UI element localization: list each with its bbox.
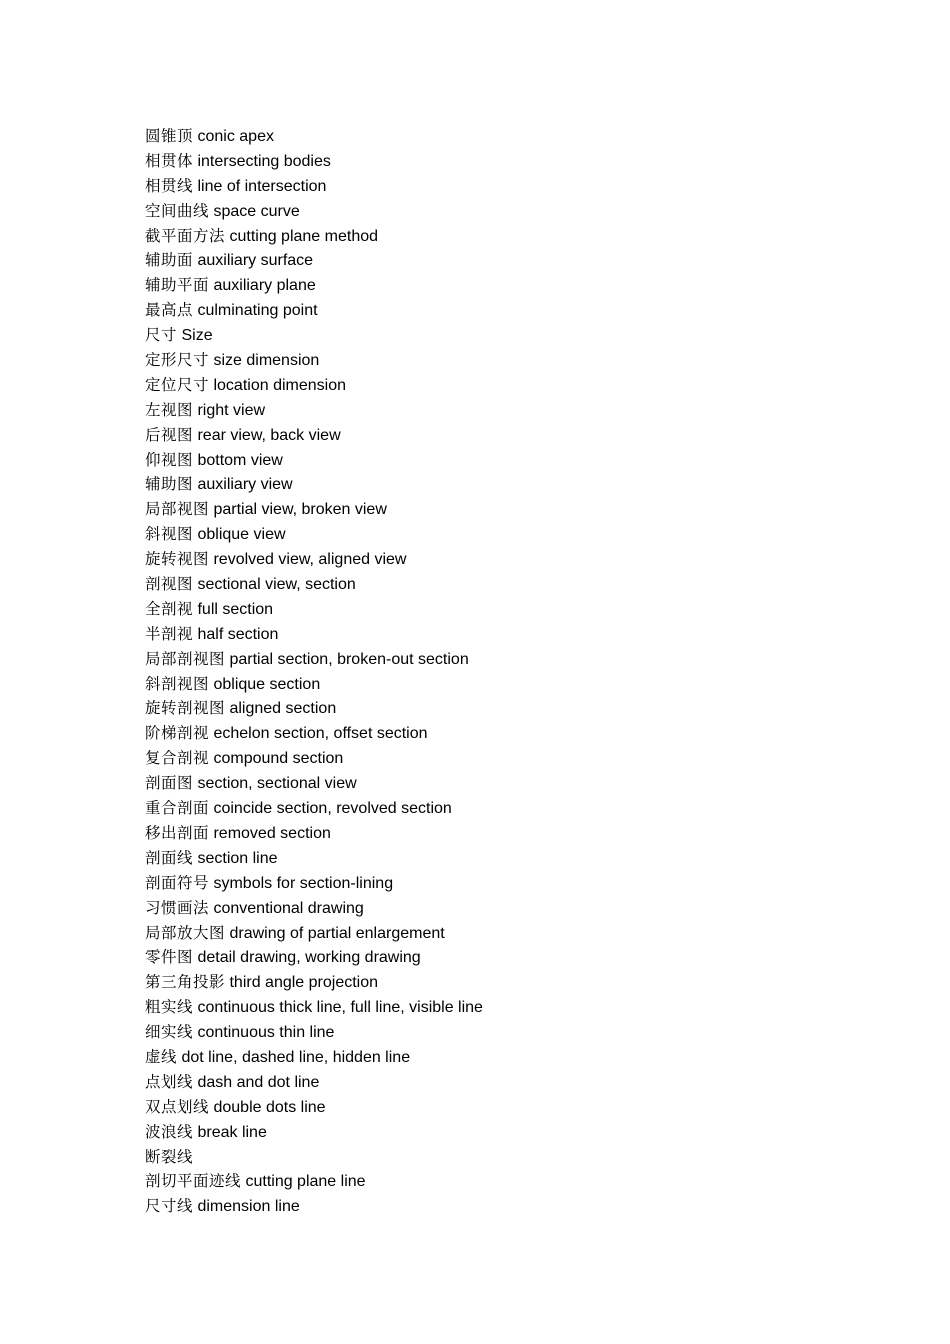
glossary-entry [145,423,483,448]
glossary-entry [145,597,483,622]
glossary-entry [145,1120,483,1145]
glossary-entry [145,921,483,946]
glossary-entry [145,896,483,921]
chinese-term: 复合剖视 [145,749,210,768]
english-term: echelon section, offset section [213,725,428,743]
glossary-entry [145,746,483,771]
chinese-term: 阶梯剖视 [145,724,210,743]
english-term: oblique view [197,526,286,544]
chinese-term: 左视图 [145,400,194,419]
english-term: Size [181,327,213,345]
chinese-term: 剖面线 [145,848,194,867]
glossary-entry [145,721,483,746]
english-term: dot line, dashed line, hidden line [181,1048,411,1066]
chinese-term: 虚线 [145,1047,178,1066]
english-term: dash and dot line [197,1073,320,1091]
glossary-entry [145,373,483,398]
glossary-entry [145,199,483,224]
english-term: intersecting bodies [197,152,331,170]
glossary-entry [145,647,483,672]
glossary-entry [145,348,483,373]
english-term: cutting plane line [245,1173,366,1191]
glossary-entry [145,871,483,896]
chinese-term: 细实线 [145,1023,194,1042]
english-term: auxiliary surface [197,252,314,270]
english-term: dimension line [197,1198,300,1216]
chinese-term: 波浪线 [145,1122,194,1141]
chinese-term: 习惯画法 [145,898,210,917]
chinese-term: 粗实线 [145,998,194,1017]
glossary-entry [145,771,483,796]
english-term: line of intersection [197,177,327,195]
chinese-term: 局部视图 [145,500,210,519]
english-term: continuous thin line [197,1024,335,1042]
english-term: conventional drawing [213,899,364,917]
glossary-entry [145,472,483,497]
glossary-entry [145,248,483,273]
english-term: break line [197,1123,267,1141]
glossary-entry [145,846,483,871]
chinese-term: 空间曲线 [145,201,210,220]
glossary-entry [145,1145,483,1170]
glossary-entry [145,821,483,846]
english-term: aligned section [229,700,337,718]
glossary-entry [145,1020,483,1045]
glossary-entry [145,622,483,647]
chinese-term: 斜剖视图 [145,674,210,693]
english-term: compound section [213,750,344,768]
chinese-term: 第三角投影 [145,973,226,992]
chinese-term: 最高点 [145,301,194,320]
english-term: conic apex [197,128,274,145]
chinese-term: 局部剖视图 [145,649,226,668]
glossary-entry [145,945,483,970]
chinese-term: 移出剖面 [145,823,210,842]
glossary-entry [145,970,483,995]
english-term: partial view, broken view [213,501,387,519]
glossary-entry [145,1045,483,1070]
chinese-term: 剖面符号 [145,873,210,892]
chinese-term: 截平面方法 [145,226,226,245]
english-term: double dots line [213,1098,326,1116]
english-term: revolved view, aligned view [213,551,407,569]
chinese-term: 定形尺寸 [145,351,210,370]
chinese-term: 后视图 [145,425,194,444]
chinese-term: 辅助面 [145,251,194,270]
glossary-entry [145,124,483,149]
glossary-entry [145,572,483,597]
glossary-entry [145,298,483,323]
english-term: location dimension [213,376,346,394]
glossary-entry [145,273,483,298]
chinese-term: 重合剖面 [145,799,210,818]
english-term: cutting plane method [229,227,379,245]
chinese-term: 尺寸 [145,326,178,345]
glossary-entry [145,398,483,423]
glossary-entry [145,696,483,721]
chinese-term: 剖视图 [145,575,194,594]
glossary-entry [145,796,483,821]
english-term: continuous thick line, full line, visible line [197,999,483,1017]
chinese-term: 全剖视 [145,599,194,618]
english-term: space curve [213,202,300,220]
english-term: third angle projection [229,974,379,992]
english-term: drawing of partial enlargement [229,924,445,942]
english-term: bottom view [197,451,283,469]
english-term: oblique section [213,675,321,693]
chinese-term: 尺寸线 [145,1197,194,1216]
english-term: section, sectional view [197,775,357,793]
glossary-entry [145,497,483,522]
english-term: auxiliary view [197,476,293,494]
glossary-entry [145,1095,483,1120]
chinese-term: 旋转剖视图 [145,699,226,718]
english-term: removed section [213,824,331,842]
english-term: detail drawing, working drawing [197,949,421,967]
english-term: coincide section, revolved section [213,800,452,818]
glossary-entry [145,448,483,473]
chinese-term: 仰视图 [145,450,194,469]
english-term: auxiliary plane [213,277,316,295]
glossary-entry [145,672,483,697]
glossary-entry [145,224,483,249]
glossary-entry [145,1194,483,1219]
english-term: full section [197,600,274,618]
glossary-entry [145,1169,483,1194]
glossary-entry [145,174,483,199]
chinese-term: 点划线 [145,1072,194,1091]
chinese-term: 旋转视图 [145,550,210,569]
english-term: partial section, broken-out section [229,650,469,668]
english-term: section line [197,849,278,867]
english-term: symbols for section-lining [213,874,394,892]
glossary-entry [145,547,483,572]
chinese-term: 剖切平面迹线 [145,1172,242,1191]
glossary-entry [145,522,483,547]
glossary-entry [145,323,483,348]
english-term: right view [197,401,266,419]
glossary-term-list [145,124,483,1219]
glossary-entry [145,149,483,174]
chinese-term: 相贯体 [145,151,194,170]
english-term: culminating point [197,302,318,320]
chinese-term: 斜视图 [145,525,194,544]
chinese-term: 辅助图 [145,475,194,494]
chinese-term: 定位尺寸 [145,375,210,394]
chinese-term: 断裂线 [145,1147,194,1166]
english-term: size dimension [213,352,320,370]
chinese-term: 零件图 [145,948,194,967]
english-term: sectional view, section [197,576,356,594]
chinese-term: 相贯线 [145,176,194,195]
chinese-term: 双点划线 [145,1097,210,1116]
chinese-term: 局部放大图 [145,923,226,942]
chinese-term: 半剖视 [145,624,194,643]
chinese-term: 剖面图 [145,774,194,793]
glossary-entry [145,1070,483,1095]
glossary-entry [145,995,483,1020]
chinese-term: 辅助平面 [145,276,210,295]
english-term: rear view, back view [197,426,341,444]
english-term: half section [197,625,279,643]
chinese-term: 圆锥顶 [145,127,194,145]
